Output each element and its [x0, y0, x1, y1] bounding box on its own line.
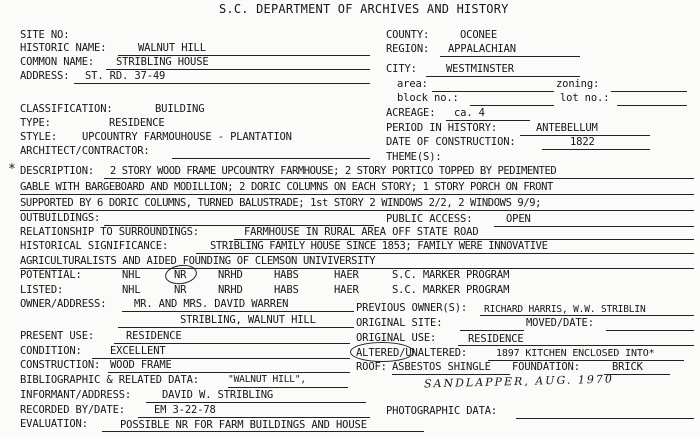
period-value: ANTEBELLUM [536, 122, 598, 134]
potential-nhl: NHL [122, 269, 141, 281]
common-name-value: STRIBLING HOUSE [116, 56, 209, 68]
address-value: ST. RD. 37-49 [85, 70, 166, 82]
type-label: TYPE: [20, 117, 51, 129]
address-label: ADDRESS: [20, 70, 70, 82]
style-label: STYLE: [20, 131, 58, 143]
bibliographic-handwritten: SANDLAPPER, AUG. 1970 [423, 372, 615, 391]
date-value: 1822 [570, 136, 595, 148]
county-value: OCONEE [460, 29, 498, 41]
construction-value: WOOD FRAME [110, 359, 172, 371]
city-label: CITY: [386, 63, 417, 75]
owner-line-2: STRIBLING, WALNUT HILL [180, 314, 316, 326]
evaluation-value: POSSIBLE NR FOR FARM BUILDINGS AND HOUSE [120, 419, 367, 431]
listed-nr: NR [174, 284, 187, 296]
historic-name-value: WALNUT HILL [138, 42, 206, 54]
historic-name-label: HISTORIC NAME: [20, 42, 107, 54]
description-line-3: SUPPORTED BY 6 DORIC COLUMNS, TURNED BALUSTRADE; 1st STORY 2 WINDOWS 2/2, 2 WINDOWS 9/9; [20, 197, 542, 209]
zoning-label: zoning: [556, 78, 600, 90]
county-label: COUNTY: [386, 29, 430, 41]
original-use-label: ORIGINAL USE: [356, 332, 437, 344]
card-header: S.C. DEPARTMENT OF ARCHIVES AND HISTORY [219, 2, 509, 16]
region-value: APPALACHIAN [448, 43, 516, 55]
theme-label: THEME(S): [386, 151, 442, 163]
classification-value: BUILDING [155, 103, 205, 115]
original-site-label: ORIGINAL SITE: [356, 317, 443, 329]
relationship-label: RELATIONSHIP TO SURROUNDINGS: [20, 226, 199, 238]
listed-marker: S.C. MARKER PROGRAM [392, 284, 510, 296]
present-use-label: PRESENT USE: [20, 330, 95, 342]
listed-nrhd: NRHD [218, 284, 243, 296]
potential-nrhd: NRHD [218, 269, 243, 281]
previous-owner-value: RICHARD HARRIS, W.W. STRIBLIN [484, 304, 646, 315]
altered-circle-mark [350, 342, 414, 362]
roof-label: ROOF: [356, 361, 387, 373]
recorded-label: RECORDED BY/DATE: [20, 404, 125, 416]
original-use-value: RESIDENCE [468, 333, 524, 345]
acreage-label: ACREAGE: [386, 107, 436, 119]
description-line-2: GABLE WITH BARGEBOARD AND MODILLION; 2 DORIC COLUMNS ON EACH STORY; 1 STORY PORCH ON FRONT [20, 181, 553, 193]
acreage-value: ca. 4 [454, 107, 485, 119]
site-no-label: SITE NO: [20, 29, 70, 41]
block-label: block no.: [397, 92, 459, 104]
present-use-value: RESIDENCE [126, 330, 182, 342]
date-label: DATE OF CONSTRUCTION: [386, 136, 516, 148]
listed-label: LISTED: [20, 284, 64, 296]
altered-label: ALTERED/UNALTERED: [356, 347, 468, 359]
recorded-value: EM 3-22-78 [154, 404, 216, 416]
evaluation-label: EVALUATION: [20, 418, 88, 430]
construction-label: CONSTRUCTION: [20, 359, 101, 371]
foundation-label: FOUNDATION: [512, 361, 580, 373]
owner-label: OWNER/ADDRESS: [20, 298, 107, 310]
potential-label: POTENTIAL: [20, 269, 82, 281]
bibliographic-value: "WALNUT HILL", [228, 374, 306, 385]
listed-habs: HABS [274, 284, 299, 296]
potential-nr: NR [174, 269, 187, 281]
bibliographic-label: BIBLIOGRAPHIC & RELATED DATA: [20, 374, 199, 386]
outbuildings-label: OUTBUILDINGS: [20, 212, 101, 224]
significance-line-2: AGRICULTURALISTS AND AIDED FOUNDING OF CLEMSON UNIVIVERSITY [20, 255, 376, 267]
description-line-1: 2 STORY WOOD FRAME UPCOUNTRY FARMHOUSE; 2 STORY PORTICO TOPPED BY PEDIMENTED [110, 165, 557, 177]
condition-value: EXCELLENT [110, 345, 166, 357]
potential-haer: HAER [334, 269, 359, 281]
architect-label: ARCHITECT/CONTRACTOR: [20, 145, 150, 157]
common-name-label: COMMON NAME: [20, 56, 95, 68]
description-label: DESCRIPTION: [20, 165, 95, 177]
potential-habs: HABS [274, 269, 299, 281]
roof-value: ASBESTOS SHINGLE [392, 361, 491, 373]
type-value: RESIDENCE [109, 117, 165, 129]
potential-marker: S.C. MARKER PROGRAM [392, 269, 510, 281]
condition-label: CONDITION: [20, 345, 82, 357]
public-access-value: OPEN [506, 213, 531, 225]
style-value: UPCOUNTRY FARMOUHOUSE - PLANTATION [82, 131, 292, 143]
foundation-value: BRICK [612, 361, 643, 373]
description-asterisk: * [8, 162, 16, 177]
significance-line-1: STRIBLING FAMILY HOUSE SINCE 1853; FAMILY WERE INNOVATIVE [210, 240, 548, 252]
moved-date-label: MOVED/DATE: [526, 317, 594, 329]
listed-haer: HAER [334, 284, 359, 296]
altered-value: 1897 KITCHEN ENCLOSED INTO* [496, 348, 655, 359]
owner-line-1: MR. AND MRS. DAVID WARREN [134, 298, 289, 310]
region-label: REGION: [386, 43, 430, 55]
listed-nhl: NHL [122, 284, 141, 296]
relationship-value: FARMHOUSE IN RURAL AREA OFF STATE ROAD [244, 226, 479, 238]
informant-value: DAVID W. STRIBLING [162, 389, 274, 401]
lot-label: lot no.: [560, 92, 610, 104]
significance-label: HISTORICAL SIGNIFICANCE: [20, 240, 169, 252]
classification-label: CLASSIFICATION: [20, 103, 113, 115]
city-value: WESTMINSTER [446, 63, 514, 75]
period-label: PERIOD IN HISTORY: [386, 122, 498, 134]
area-label: area: [397, 78, 428, 90]
informant-label: INFORMANT/ADDRESS: [20, 389, 132, 401]
public-access-label: PUBLIC ACCESS: [386, 213, 473, 225]
previous-owner-label: PREVIOUS OWNER(S): [356, 302, 468, 314]
photographic-label: PHOTOGRAPHIC DATA: [386, 405, 498, 417]
